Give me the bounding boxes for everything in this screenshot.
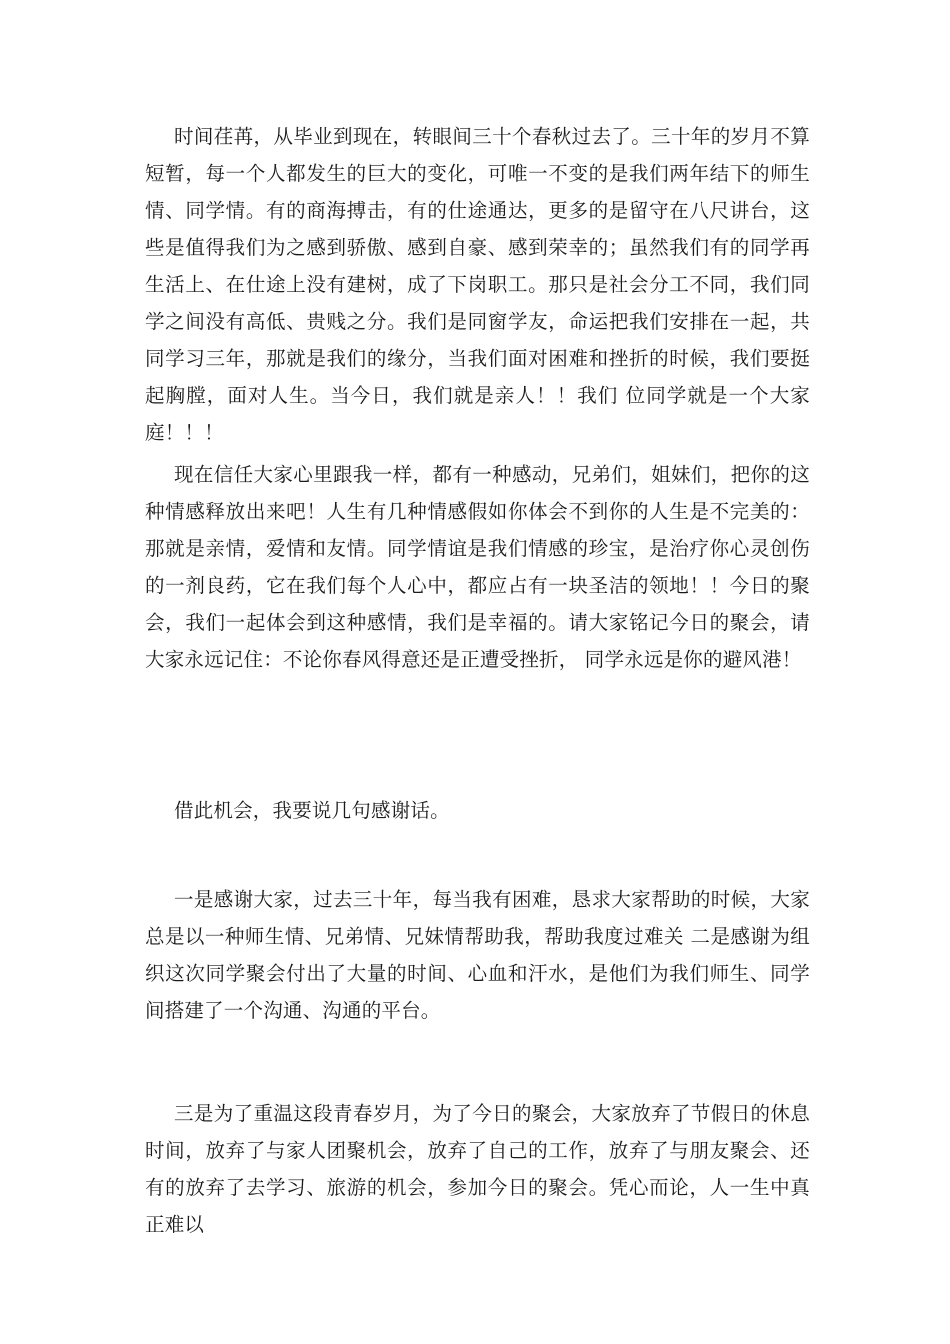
paragraph-reminiscence: 时间荏苒，从毕业到现在，转眼间三十个春秋过去了。三十年的岁月不算短暂，每一个人都发生的巨大的变化，可唯一不变的是我们两年结下的师生情、同学情。有的商海搏击，有的仕途通达，更多的是留守在八尺讲台，这些是值得我们为之感到骄傲、感到自豪、感到荣幸的；虽然我们有的同学再生活上、在仕途上没有建树，成了下岗职工。那只是社会分工不同，我们同学之间没有高低、贵贱之分。我们是同窗学友，命运把我们安排在一起，共同学习三年，那就是我们的缘分，当我们面对困难和挫折的时候，我们要挺起胸膛，面对人生。当今日，我们就是亲人！！我们 位同学就是一个大家庭！！！ [145,125,810,444]
paragraph-thanks-three: 三是为了重温这段青春岁月，为了今日的聚会，大家放弃了节假日的休息时间，放弃了与家人团聚机会，放弃了自己的工作，放弃了与朋友聚会、还有的放弃了去学习、旅游的机会，参加今日的聚会。凭心而论，人一生中真正难以 [145,1102,810,1236]
paragraph-thanks-one-two: 一是感谢大家，过去三十年，每当我有困难，恳求大家帮助的时候，大家总是以一种师生情、兄弟情、兄妹情帮助我，帮助我度过难关 二是感谢为组织这次同学聚会付出了大量的时间、心血和汗水，是他们为我们师生、同学间搭建了一个沟通、沟通的平台。 [145,888,810,1022]
paragraph-friendship: 现在信任大家心里跟我一样，都有一种感动，兄弟们，姐妹们，把你的这种情感释放出来吧！人生有几种情感假如你体会不到你的人生是不完美的：那就是亲情，爱情和友情。同学情谊是我们情感的珍宝，是治疗你心灵创伤的一剂良药，它在我们每个人心中，都应占有一块圣洁的领地！！今日的聚会，我们一起体会到这种感情，我们是幸福的。请大家铭记今日的聚会，请大家永远记住：不论你春风得意还是正遭受挫折， 同学永远是你的避风港！ [145,463,810,671]
paragraph-thanks-intro: 借此机会，我要说几句感谢话。 [174,799,450,822]
